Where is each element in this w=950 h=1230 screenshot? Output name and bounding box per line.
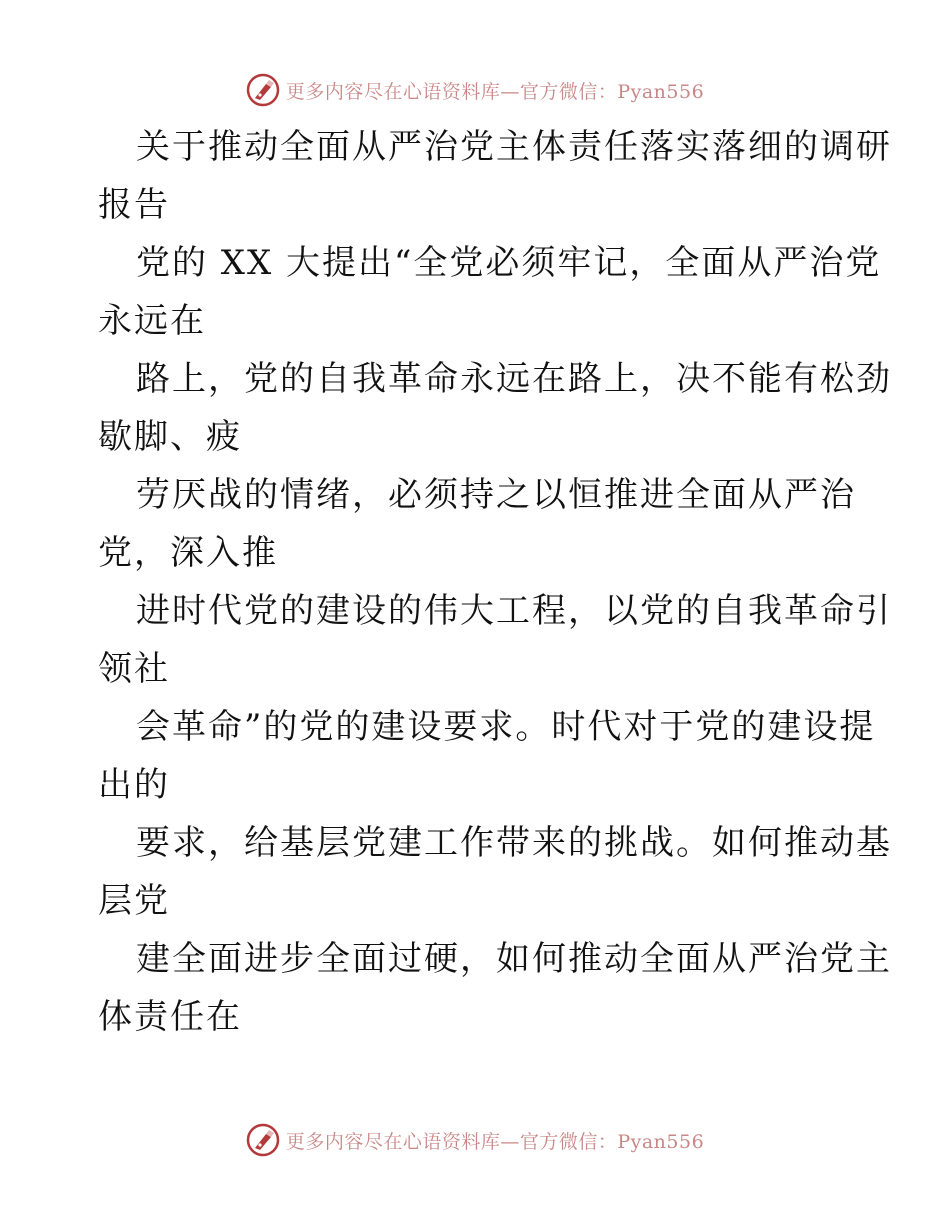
paragraph-line: 歇脚、疲 — [98, 417, 242, 457]
paragraph-line: 关于推动全面从严治党主体责任落实落细的调研 — [136, 127, 892, 167]
paragraph-line: 报告 — [98, 185, 170, 225]
paragraph-line: 出的 — [98, 765, 170, 805]
paragraph-line: 建全面进步全面过硬，如何推动全面从严治党主 — [136, 939, 892, 979]
footer-banner-text: 更多内容尽在心语资料库—官方微信：Pyan556 — [285, 1130, 705, 1153]
header-banner — [0, 70, 950, 110]
paragraph-line: 体责任在 — [98, 997, 242, 1037]
paragraph-line: 领社 — [98, 649, 170, 689]
paragraph-line: 劳厌战的情绪，必须持之以恒推进全面从严治 — [136, 475, 856, 515]
paragraph-line: 永远在 — [98, 301, 206, 341]
pen-nib-logo-icon — [246, 1123, 280, 1157]
paragraph-line: 层党 — [98, 881, 170, 921]
paragraph-line: 会革命”的党的建设要求。时代对于党的建设提 — [136, 707, 876, 747]
footer-banner — [0, 1120, 950, 1160]
paragraph-line: 党，深入推 — [98, 533, 278, 573]
pen-nib-logo-icon — [246, 73, 280, 107]
paragraph-line: 党的 XX 大提出“全党必须牢记，全面从严治党 — [136, 243, 882, 283]
document-body — [98, 118, 892, 1046]
paragraph-line: 要求，给基层党建工作带来的挑战。如何推动基 — [136, 823, 892, 863]
paragraph-line: 进时代党的建设的伟大工程，以党的自我革命引 — [136, 591, 892, 631]
header-banner-text: 更多内容尽在心语资料库—官方微信：Pyan556 — [285, 80, 705, 103]
paragraph-line: 路上，党的自我革命永远在路上，决不能有松劲 — [136, 359, 892, 399]
